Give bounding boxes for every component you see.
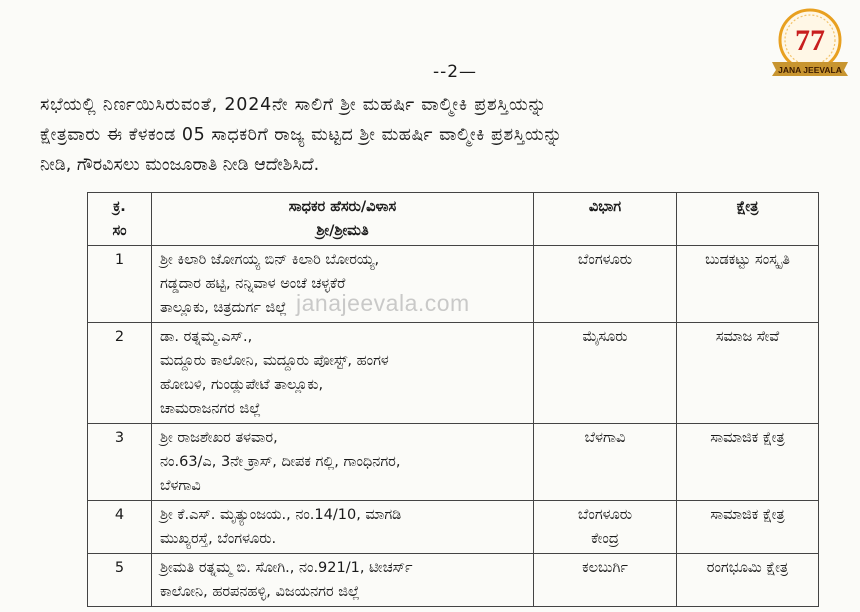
field-cell: ಸಾಮಾಜಿಕ ಕ್ಷೇತ್ರ: [677, 501, 819, 554]
logo-number: 77: [795, 24, 825, 57]
table-header-row: [88, 193, 819, 246]
division-cell: ಬೆಂಗಳೂರು: [534, 246, 677, 323]
paragraph-line: ಕ್ಷೇತ್ರವಾರು ಈ ಕೆಳಕಂಡ 05 ಸಾಧಕರಿಗೆ ರಾಜ್ಯ ಮಟ್ಟದ ಶ್ರೀ ಮಹರ್ಷಿ ವಾಲ್ಮೀಕಿ ಪ್ರಶಸ್ತಿಯನ್ನು: [40, 125, 563, 145]
paragraph-line: ಸಭೆಯಲ್ಲಿ ನಿರ್ಣಯಿಸಿರುವಂತೆ, 2024ನೇ ಸಾಲಿಗೆ ಶ್ರೀ ಮಹರ್ಷಿ ವಾಲ್ಮೀಕಿ ಪ್ರಶಸ್ತಿಯನ್ನು: [40, 95, 547, 115]
watermark-text: janajeevala.com: [296, 290, 470, 316]
header-field: ಕ್ಷೇತ್ರ: [677, 193, 819, 246]
header-division: ವಿಭಾಗ: [534, 193, 677, 246]
serial-number-cell: 3: [88, 424, 152, 501]
paragraph-line: ನೀಡಿ, ಗೌರವಿಸಲು ಮಂಜೂರಾತಿ ನೀಡಿ ಆದೇಶಿಸಿದೆ.: [40, 155, 320, 175]
name-address-cell: ಡಾ. ರತ್ನಮ್ಮ.ಎಸ್., ಮದ್ದೂರು ಕಾಲೋನಿ, ಮದ್ದೂರು ಪೋಸ್ಟ್, ಹಂಗಳ ಹೋಬಳಿ, ಗುಂಡ್ಲುಪೇಟೆ ತಾಲ್ಲೂಕು, ಚಾಮರಾಜನಗರ ಜಿಲ್ಲೆ: [152, 323, 534, 424]
table-row: [88, 501, 819, 554]
serial-number-cell: 2: [88, 323, 152, 424]
name-address-cell: ಶ್ರೀ ಕೆ.ಎಸ್. ಮೃತ್ಯುಂಜಯ., ನಂ.14/10, ಮಾಗಡಿ ಮುಖ್ಯರಸ್ತೆ, ಬೆಂಗಳೂರು.: [152, 501, 534, 554]
field-cell: ಬುಡಕಟ್ಟು ಸಂಸ್ಕೃತಿ: [677, 246, 819, 323]
serial-number-cell: 5: [88, 554, 152, 607]
logo-brand-text: JANA JEEVALA: [778, 65, 842, 75]
order-paragraph: [40, 90, 840, 180]
field-cell: ಸಮಾಜ ಸೇವೆ: [677, 323, 819, 424]
page-number: --2—: [432, 62, 478, 82]
division-cell: ಕಲಬುರ್ಗಿ: [534, 554, 677, 607]
field-cell: ರಂಗಭೂಮಿ ಕ್ಷೇತ್ರ: [677, 554, 819, 607]
serial-number-cell: 1: [88, 246, 152, 323]
division-cell: ಮೈಸೂರು: [534, 323, 677, 424]
table-row: [88, 424, 819, 501]
logo-emblem-icon: [766, 4, 854, 80]
table-row: [88, 554, 819, 607]
name-address-cell: ಶ್ರೀ ರಾಜಶೇಖರ ತಳವಾರ, ನಂ.63/ಎ, 3ನೇ ಕ್ರಾಸ್, ದೀಪಕ ಗಲ್ಲಿ, ಗಾಂಧಿನಗರ, ಬೆಳಗಾವಿ: [152, 424, 534, 501]
division-cell: ಬೆಂಗಳೂರು ಕೇಂದ್ರ: [534, 501, 677, 554]
division-cell: ಬೆಳಗಾವಿ: [534, 424, 677, 501]
header-serial-number: ಕ್ರ. ಸಂ: [88, 193, 152, 246]
awardees-table: [87, 192, 819, 607]
name-address-cell: ಶ್ರೀ ಕಿಲಾರಿ ಜೋಗಯ್ಯ ಬಿನ್ ಕಿಲಾರಿ ಬೋರಯ್ಯ, ಗಡ್ಡದಾರ ಹಟ್ಟಿ, ನನ್ನಿವಾಳ ಅಂಚೆ ಚಳ್ಳಕೆರೆ ತಾಲ್ಲೂಕು, ಚಿತ್ರದುರ್ಗ ಜಿಲ್ಲೆ: [152, 246, 534, 323]
serial-number-cell: 4: [88, 501, 152, 554]
jana-jeevala-logo: [766, 4, 854, 80]
name-address-cell: ಶ್ರೀಮತಿ ರತ್ನಮ್ಮ ಬಿ. ಸೋಗಿ., ನಂ.921/1, ಟೀಚರ್ಸ್ ಕಾಲೋನಿ, ಹರಪನಹಳ್ಳಿ, ವಿಜಯನಗರ ಜಿಲ್ಲೆ: [152, 554, 534, 607]
header-name-address: ಸಾಧಕರ ಹೆಸರು/ವಿಳಾಸ ಶ್ರೀ/ಶ್ರೀಮತಿ: [152, 193, 534, 246]
table-row: [88, 323, 819, 424]
field-cell: ಸಾಮಾಜಿಕ ಕ್ಷೇತ್ರ: [677, 424, 819, 501]
